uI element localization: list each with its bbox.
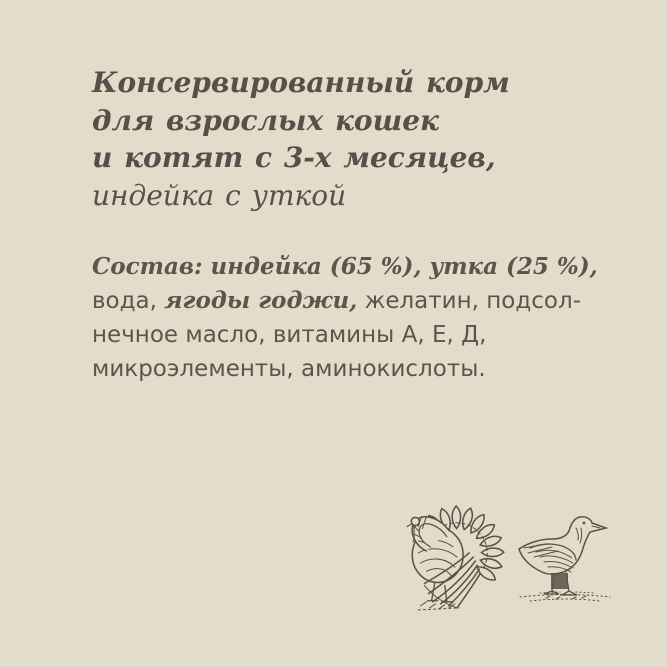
turkey-icon: [402, 496, 510, 614]
ingredients-paragraph: [92, 250, 598, 386]
title-line: Консервированный корм: [92, 66, 510, 99]
title-line: индейка с уткой: [92, 178, 347, 212]
ingredients-line: нечное масло, витамины А, Е, Д,: [92, 322, 487, 348]
ingredients-line: микроэлементы, аминокислоты.: [92, 356, 486, 382]
duck-icon: [516, 512, 618, 612]
ingredients-line: Состав: индейка (65 %), утка (25 %),: [92, 253, 598, 280]
product-title: [92, 64, 510, 214]
ingredients-line: вода, ягоды годжи, желатин, подсол-: [92, 287, 581, 314]
title-line: для взрослых кошек: [92, 103, 439, 137]
title-line: и котят с 3-х месяцев,: [92, 141, 496, 174]
